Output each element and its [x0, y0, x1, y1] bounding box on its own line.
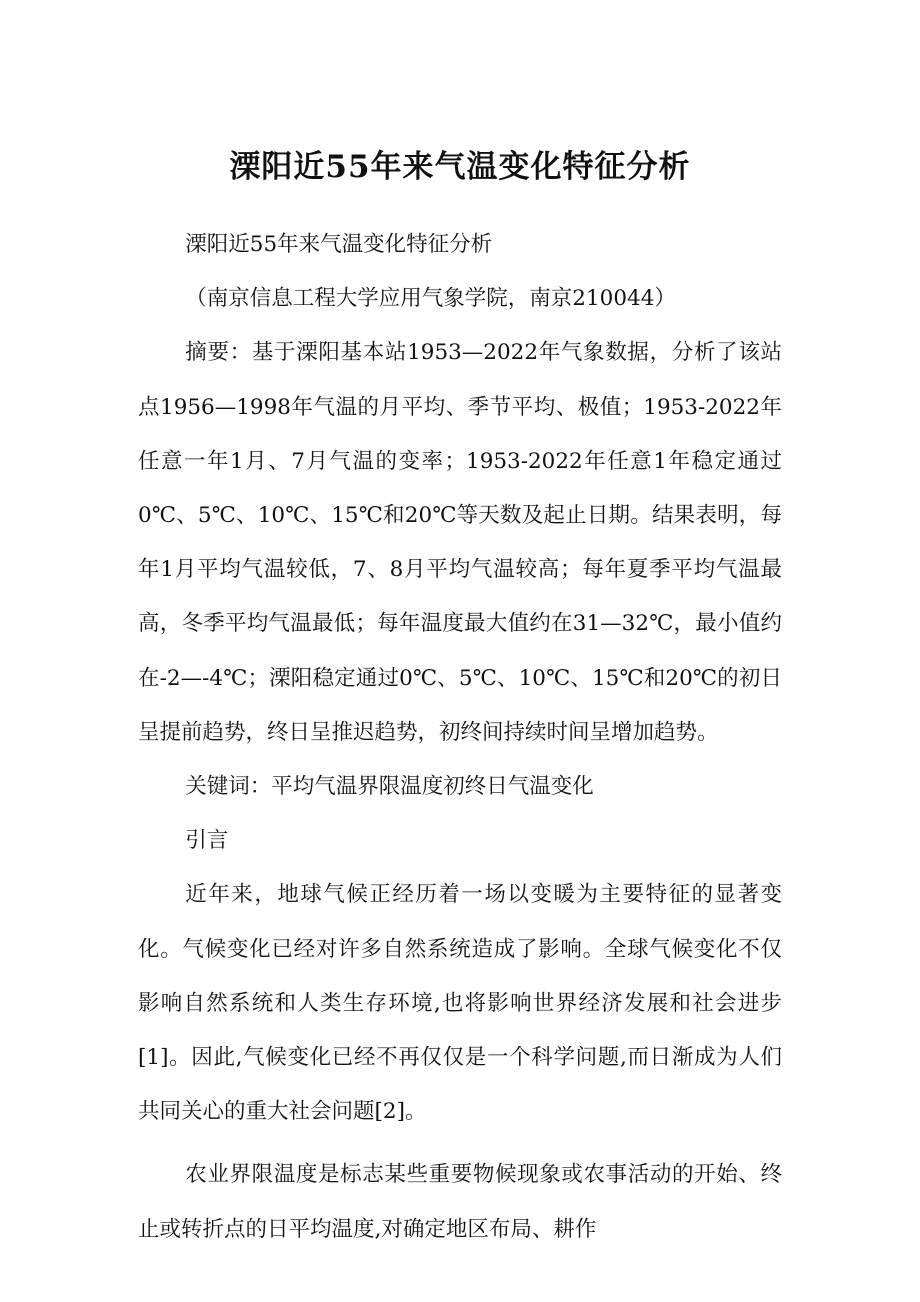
paragraph-abstract: 摘要：基于溧阳基本站1953—2022年气象数据，分析了该站点1956—1998年气温的月平均、季节平均、极值；1953-2022年任意一年1月、7月气温的变率；1953-2022年任意1年稳定通过0℃、5℃、10℃、15℃和20℃等天数及起止日期。结果表明，每年1月平均气温较低，7、8月平均气温较高；每年夏季平均气温最高，冬季平均气温最低；每年温度最大值约在31—32℃，最小值约在-2—-4℃；溧阳稳定通过0℃、5℃、10℃、15℃和20℃的初日呈提前趋势，终日呈推迟趋势，初终间持续时间呈增加趋势。: [138, 340, 782, 745]
paragraph-affiliation: （南京信息工程大学应用气象学院，南京210044）: [185, 286, 676, 312]
document-title: 溧阳近55年来气温变化特征分析: [229, 149, 691, 185]
section-heading-introduction: 引言: [185, 828, 229, 854]
paragraph-agricultural-temperature: 农业界限温度是标志某些重要物候现象或农事活动的开始、终止或转折点的日平均温度,对确定地区布局、耕作: [138, 1162, 782, 1242]
document-body: [138, 218, 782, 1257]
paragraph-repeated-title: 溧阳近55年来气温变化特征分析: [185, 232, 493, 257]
paragraph-introduction: 近年来，地球气候正经历着一场以变暖为主要特征的显著变化。气候变化已经对许多自然系统造成了影响。全球气候变化不仅影响自然系统和人类生存环境,也将影响世界经济发展和社会进步[1]。因此,气候变化已经不再仅仅是一个科学问题,而日渐成为人们共同关心的重大社会问题[2]。: [138, 882, 782, 1125]
paragraph-keywords: 关键词：平均气温界限温度初终日气温变化: [185, 774, 594, 800]
